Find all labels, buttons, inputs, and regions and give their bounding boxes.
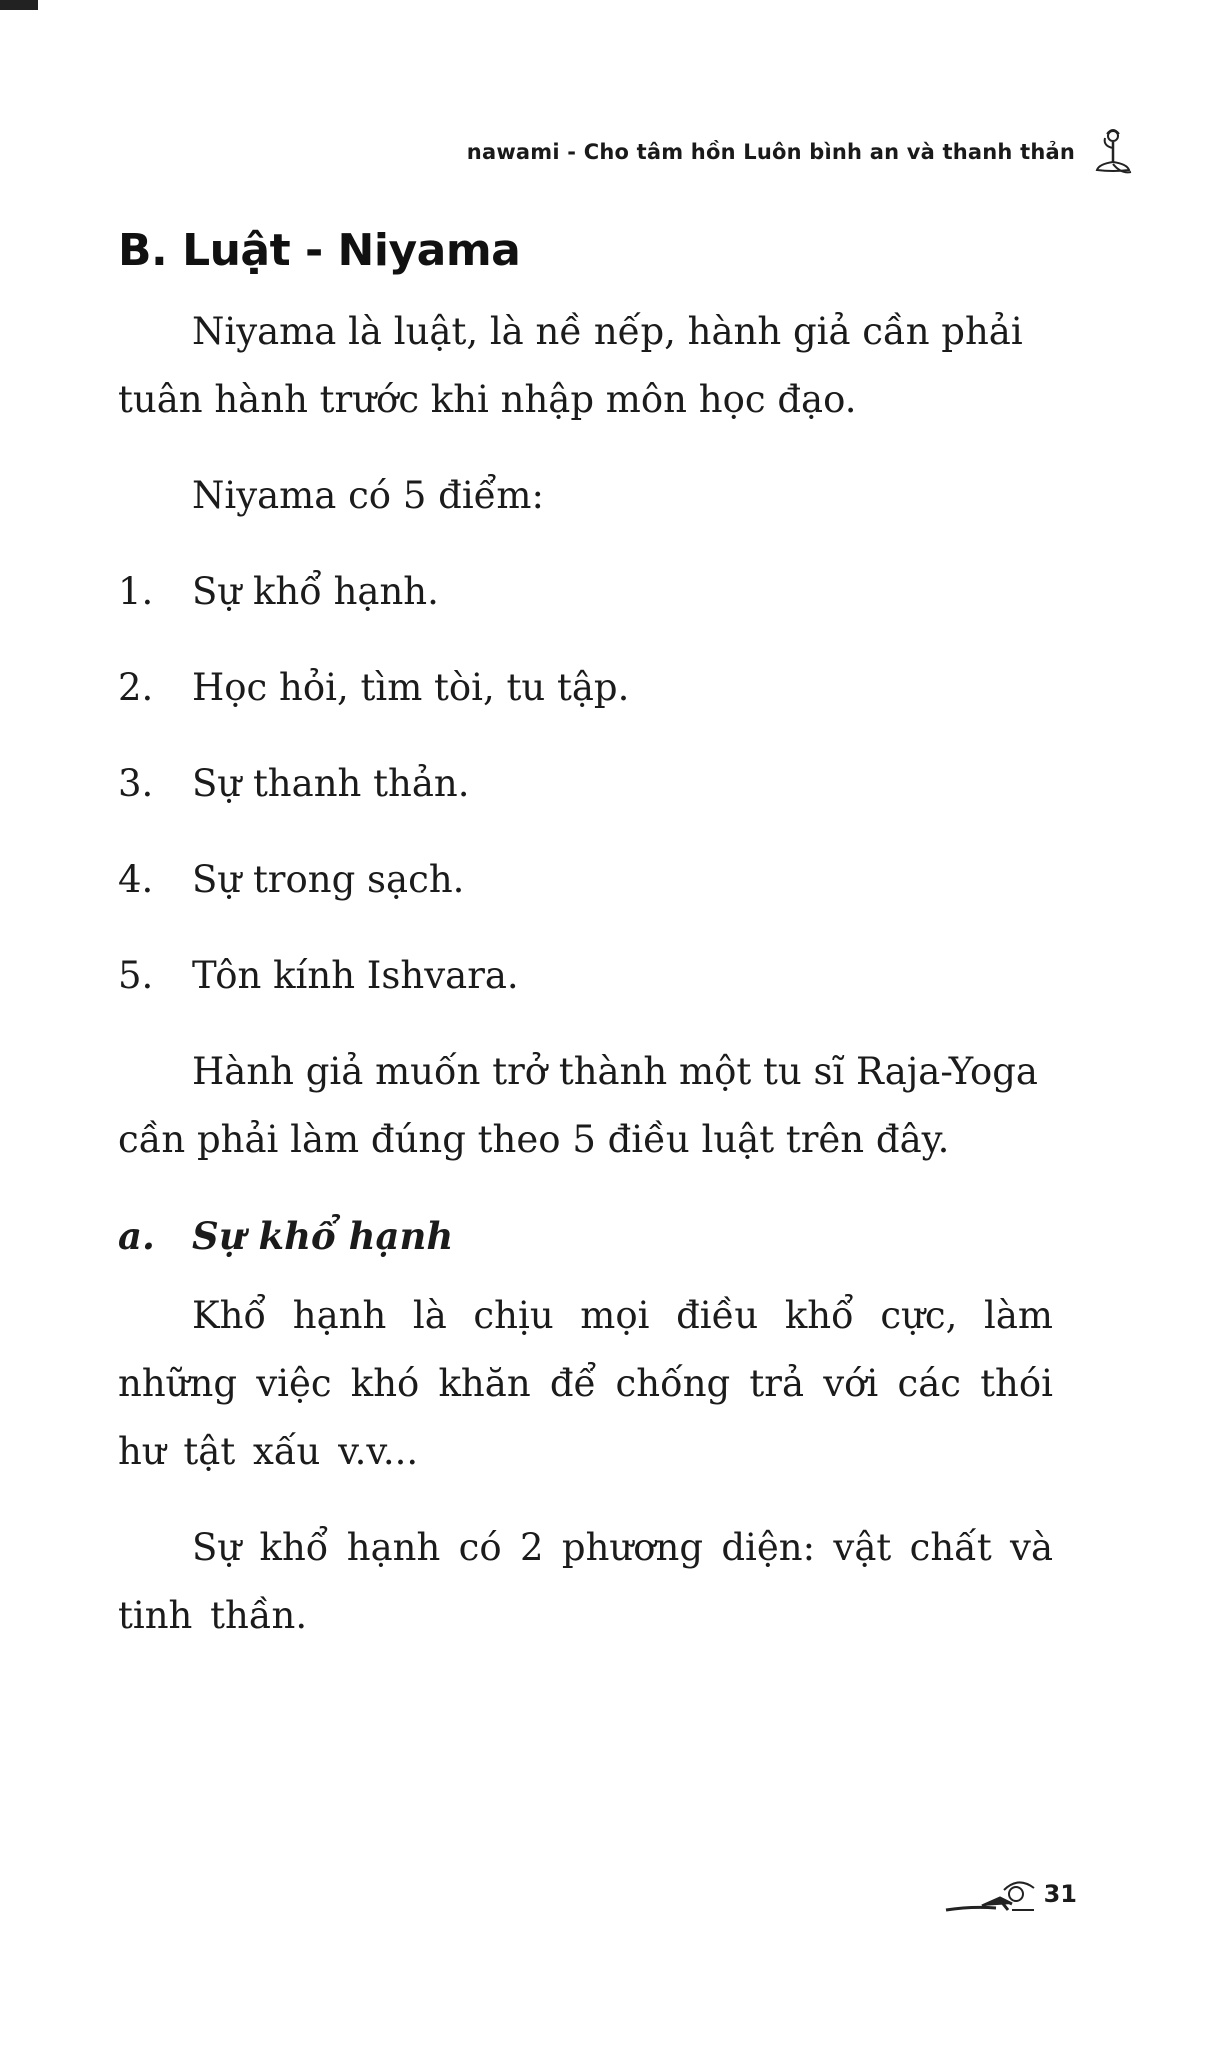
page-number: 31: [1043, 1880, 1077, 1908]
list-item-text: Sự trong sạch.: [192, 858, 465, 901]
reclining-figure-icon: [942, 1876, 1038, 1916]
list-item: [118, 750, 1053, 818]
list-item-text: Sự thanh thản.: [192, 762, 470, 805]
yoga-figure-icon: [1093, 128, 1133, 176]
subsection-heading: [118, 1202, 1053, 1270]
list-item: [118, 942, 1053, 1010]
list-item: [118, 558, 1053, 626]
list-item: [118, 654, 1053, 722]
subsection-paragraph: Khổ hạnh là chịu mọi điều khổ cực, làm những việc khó khăn để chống trả với các thói hư tật xấu v.v...: [118, 1294, 1053, 1473]
list-item-text: Sự khổ hạnh.: [192, 570, 439, 613]
list-item-number: 2.: [118, 666, 154, 709]
list-item-number: 3.: [118, 762, 154, 805]
list-item-number: 4.: [118, 858, 154, 901]
list-item-text: Tôn kính Ishvara.: [192, 954, 519, 997]
list-item-number: 5.: [118, 954, 154, 997]
subsection-paragraph: Sự khổ hạnh có 2 phương diện: vật chất và tinh thần.: [118, 1526, 1053, 1637]
page-content: [118, 225, 1053, 1678]
scan-corner-mark: [0, 0, 38, 10]
conclusion-paragraph: Hành giả muốn trở thành một tu sĩ Raja-Yoga cần phải làm đúng theo 5 điều luật trên đây.: [118, 1050, 1038, 1161]
niyama-list: [118, 558, 1053, 1010]
intro-paragraph: Niyama là luật, là nề nếp, hành giả cần phải tuân hành trước khi nhập môn học đạo.: [118, 310, 1023, 421]
subsection-letter: a.: [118, 1214, 155, 1258]
list-item-text: Học hỏi, tìm tòi, tu tập.: [192, 666, 630, 709]
section-heading: B. Luật - Niyama: [118, 225, 521, 276]
page-footer: [942, 1876, 1077, 1916]
subsection-title: Sự khổ hạnh: [192, 1214, 454, 1258]
running-header: [467, 128, 1133, 176]
count-line: Niyama có 5 điểm:: [192, 474, 544, 517]
running-header-text: nawami - Cho tâm hồn Luôn bình an và thanh thản: [466, 140, 1075, 164]
list-item-number: 1.: [118, 570, 154, 613]
list-item: [118, 846, 1053, 914]
